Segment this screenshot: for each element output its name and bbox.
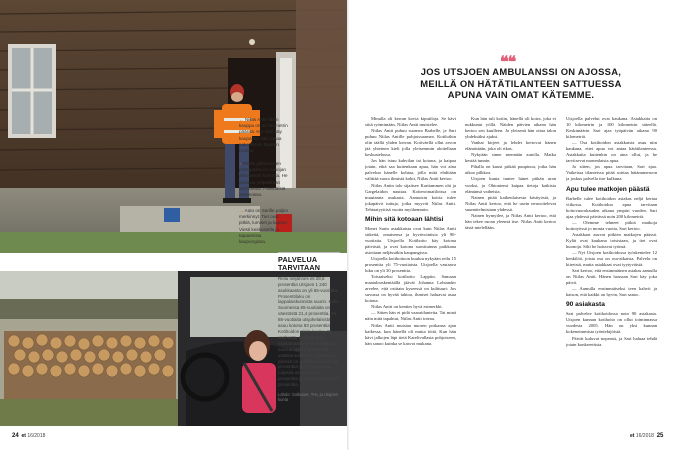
paragraph: Niilas Antin talo sijaitsee Karitammen ohi ja Gargelaidon nauttaa. Kotieroimatiloissa on muutamia asukasta. Aamuisin koiria tulee jokapäivä tuttuja, jotka myyvät Niilas Antti. Tehtaatyyttisä vuotta myöhemmin. <box>365 182 456 212</box>
fact-box-source: Lähde: Sotkanet, THL ja Utsjoen kunta <box>278 392 339 403</box>
paragraph: — Osa kotihoidon asiakkaista asuu niin kaukana, ettei apua voi antaa hätätilanteessa. Asiakkaita kuitenkin on aina ollut, ja he tarvitsevat monenlaista apua. <box>566 140 657 164</box>
page-number-right: 25 <box>656 433 664 439</box>
issue-number-left: 16/2018 <box>27 433 46 439</box>
paragraph: Päivät kuluvat nopeasti, ja Sari haluaa tehdä jotain konkreettista. <box>566 335 657 347</box>
caption-text: Auto on Sarille paljon merkinnyt. Tiet ovat pitkiä, lumiset ja kapeat. Viesti keskustella ja tapaamisia kaupungissa. <box>239 208 289 245</box>
folio-right <box>630 433 663 439</box>
paragraph: Niilas Antti puhuu suomea Barbelle, je Sari puhuu Niilas Antille pohjoissaamea. Kotiloihin olin täällä yhden kerran. Kotiväellä ollut arvon jää yhteinen kieli jolla yleisemmin aloitellaan keskustelussa. <box>365 128 456 158</box>
caption-text: Niilas Antin lähin kauppa on 40 kilometrin päässä. Kun hän käy kaupassa, hän ostaa pakastimen täyteen ruokaa. <box>239 117 288 154</box>
caption-dash-icon: ← <box>239 117 244 122</box>
article-column-2 <box>465 116 556 231</box>
issue-number-right: 16/2018 <box>635 433 654 439</box>
page-gutter <box>347 0 349 450</box>
caption-firewood <box>239 161 289 198</box>
paragraph: Sari palvelee kotihoidossa noin 90 asiakasta. Utsjoen kunnan kotihoito on ollut toiminnassa vuodesta 2005. Hän on yksi kunnan kokeneimmista työntekijöistä. <box>566 311 657 335</box>
paragraph: Toistaiseksi kotihoito Lappiin. Samaan maatalouskentäällä jäävät Johanna Lohtander arvelee, että osittain kyseessä on kulttuuri: Jos suvussa on hyvää tahtoa, ihmiset haluavat asua kotona. <box>365 274 456 304</box>
paragraph: Vanhat kirjeet ja lehdet kertovat hänen elämästään, joka oli rikas. <box>465 140 556 152</box>
caption-text: Pöllän pilkkominen polttopuiksi on Aukojan arkielämän hommia. He auttavat ympärillään vanhoiksia. Päivittäisiä askareissa. <box>239 161 288 198</box>
paragraph: Barbelle tulee kotihoidon asiakas neljä kertaa viikossa. Kotihoidon apua tarvitaan hoitovuorokauden aikana ympäri vuoden. Sari ajaa yhdessä päivässä noin 200 kilometriä. <box>566 195 657 219</box>
paragraph: — Sitten hän ei pidä vaaratilanteita. Tai minä näin mitä tapahtui, Niilas Antti toteaa. <box>365 310 456 322</box>
fact-box-title: PALVELUA TARVITAAN <box>278 255 321 273</box>
caption-dash-icon: ↓ <box>239 161 242 166</box>
caption-man-shopping <box>239 117 289 154</box>
quote-mark-icon: ❝❝ <box>500 54 516 71</box>
subheading: Apu tulee matkojen päästä <box>566 185 650 193</box>
paragraph: Pihalla on kuusi pitkää puupinoa, jotka hän aikoo pilkkoa. <box>465 164 556 176</box>
paragraph: Jos hän istuu kahvilan tai kotona, ja kaipaa jotain, eikä saa kuitenkaan apua, hän voi aina palvelun hänelle kohtaa, jolla mitä ehditään välittää suora ihmistä kohti, Niilas Antti kertoo. <box>365 158 456 182</box>
paragraph: Nainen hymyilee, ja Niilas Antti kertoo, että hän tekee ruoan yleensä itse. Niilas Antti kertoo tästä mielellään. <box>465 212 556 230</box>
paragraph: Ja sitten, jos apua tarvitaan, Sari ajaa. Vaikeissa tilanteissa pitää soittaa hätänumeroon ja joskus palvella itse kulkuna. <box>566 164 657 182</box>
paragraph: Utsjoella kotihoitoon kuuluu nykyään reilu 15 prosenttia yli 75-vuotiaista. Utsjoella vastaava luku on yli 30 prosenttia. <box>365 255 456 274</box>
paragraph: Nykyään sinne mennään autolla. Matka kestää tunnin. <box>465 152 556 164</box>
pull-quote: JOS UTSJOEN AMBULANSSI ON AJOSSA, MEILLÄ ON HÄTÄTILANTEEN SATTUESSA APUNA VAIN OMAT KÄTEMME. <box>420 66 622 101</box>
caption-dash-icon: → <box>239 208 244 213</box>
paragraph: Kun hän tuli kotiin, hänellä oli koira, joka ei nukkunut yöllä. Näiden päivien aikana hän kertoo sen kuulleen. Ja yleisenä hän ottaa talon yhdeksäksi ajaksi. <box>465 116 556 140</box>
paragraph: Sari kertoo, että ensimmäinen asiakas aamulla on Niilas Antti. Hänen luonaan Sari käy joka päivä. <box>566 268 657 286</box>
paragraph: Asiakkaat asuvat pitkien matkojen päässä. Kylät ovat kaukana toisistaan, ja tiet ovat huonoja. Silti he hoitavat työnsä. <box>566 231 657 249</box>
page-number-left: 24 <box>12 433 19 439</box>
brand-logo: et <box>21 433 26 439</box>
photo-cabin-man <box>0 0 347 253</box>
article-column-1 <box>365 116 456 347</box>
caption-car <box>239 208 289 245</box>
paragraph: — Aamulla ensimmäiseksi teen kahvit ja katson, että kaikki on hyvin, Sari sanoo. <box>566 286 657 298</box>
paragraph: Utsjoella palvelut ovat kaukana. Asiakkaita on 10 kilometrin ja 100 kilometrin säteellä. Keskimäärin Sari ajaa työpäivän aikana 90 kilometriä. <box>566 116 657 140</box>
folio-left <box>12 433 45 439</box>
subheading: Mihin sitä kotoaan lähtisi <box>365 215 444 223</box>
paragraph: Nainen pitää kaikenlaisesta käsityöstä, ja Niilas Antti kertoo, että he usein neuvottelevat suunnitelmistaan yhdessä. <box>465 194 556 212</box>
paragraph: Minulla oli kerran kovia kiputiloja. Se kävi siitä ryömimään, Niilas Antti muistelee. <box>365 116 456 128</box>
article-column-3 <box>566 116 657 348</box>
fact-box-rule <box>278 252 340 253</box>
subheading: 90 asiakasta <box>566 301 605 309</box>
fact-box-body: Reilu neljännes eli 28,6 prosenttia Utsjoen 1 240 asukkaasta on yli 65-vuotiaita. Prosenttiluku on lappalaiskunnista suurin. Koko Suomessa 65-vuotiaita on väestöstä 21,4 prosenttia. Yli 85-vuotiaita utsjokelaisista asuu kotona 93 prosenttia. Kotihoidon piiriin kuuluu 80 vanhusta. Kotipalvelun käyttömäärissä on maltillista kasvua sekä Lapissa että valtakunnallisesti. Kotihoidon piirissä on Suomessa reilut 11 prosenttia yli 75-vuotiaista. Lapissa osuus on 14 prosenttia ja Utsjoella lähes 30 prosenttia. <box>278 275 340 388</box>
paragraph: Niilas Antti on kenties hyvä esimerkki. <box>371 304 443 310</box>
cabin-illustration <box>0 0 347 253</box>
brand-logo: et <box>630 433 635 439</box>
fact-box <box>278 252 340 403</box>
paragraph: Niilas Antti muistaa nuoren poikansa ajan kaikessa, kun hänellä oli muita töitä. Kun hän kävi jalkojen läpi tietä Karelivallasta pohjoiseen, hän sanoo kuinka se kasvoi mukana. <box>365 322 456 346</box>
paragraph: Monet Sarin asiakkaista ovat kuin Niilas Antti sitkeitä, omaisensa ja hyvävointisia yli 90-vuotiaita. Utsjoella Kotihoito käy kotona päivästä, ja ovat kotona suosituinna paikkana asioitaan neljässäkin kaupungissa. <box>365 225 456 255</box>
paragraph: Utsjoen kunta tuntee hänet pitkän uran vuoksi, ja Ohtoniemi kaipaa tietoja kaikista elämänsä vaiheista. <box>465 176 556 194</box>
paragraph: — Olemme tehneet pitkiä matkoja hoitotyössä jo monta vuotta, Sari kertoo. <box>566 219 657 231</box>
paragraph: — Nyt Utsjoen kotihoidossa työskentelee 12 henkilöä, joista osa on osa-aikaisia. Palvelu on kiireistä, mutta asiakkaat ovat tyytyväisiä. <box>566 249 657 268</box>
